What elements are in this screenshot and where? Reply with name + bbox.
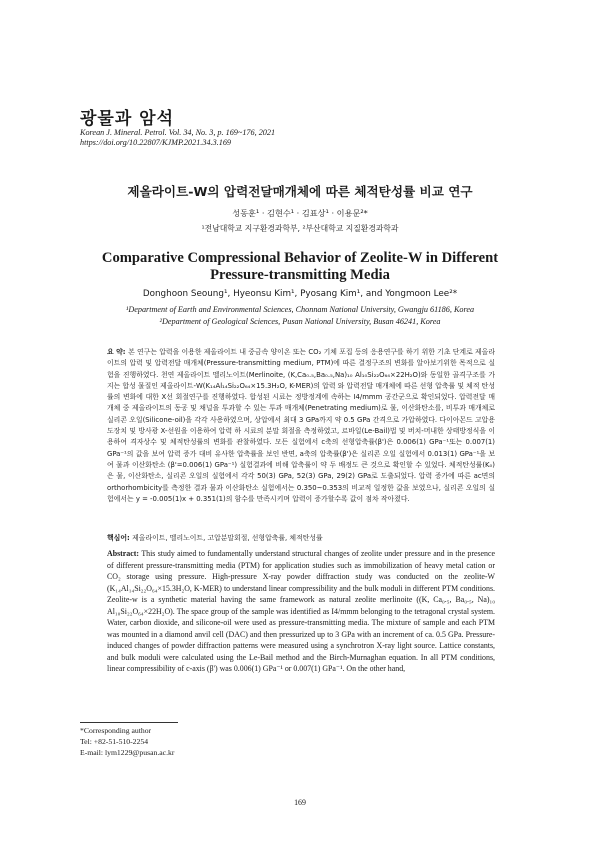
title-line-1: Comparative Compressional Behavior of Zeolite-W in Different — [101, 250, 499, 266]
keywords-label: 핵심어: — [107, 534, 133, 542]
authors-korean: 성동훈¹ · 김현수¹ · 김표상¹ · 이용문²* — [232, 208, 368, 218]
title-line-2: Pressure-transmitting Media — [210, 267, 390, 283]
citation: Korean J. Mineral. Petrol. Vol. 34, No. 3, p. 169~176, 2021 — [80, 128, 276, 137]
corresponding-author-note: *Corresponding author — [80, 726, 152, 735]
journal-title: 광물과 암석 — [80, 109, 175, 129]
abstract-english — [107, 548, 495, 675]
affiliation-english-2: ²Department of Geological Sciences, Pusan National University, Busan 46241, Korea — [159, 317, 441, 326]
affiliation-english-1: ¹Department of Earth and Environmental Sciences, Chonnam National University, Gwangju 61186, Korea — [125, 305, 475, 314]
authors-english: Donghoon Seoung¹, Hyeonsu Kim¹, Pyosang Kim¹, and Yongmoon Lee²* — [142, 289, 458, 299]
email-note[interactable]: E-mail: lym1229@pusan.ac.kr — [80, 748, 175, 757]
doi-link[interactable]: https://doi.org/10.22807/KJMP.2021.34.3.169 — [80, 138, 232, 147]
abstract-korean-text: 본 연구는 압력을 이용한 제올라이트 내 중금속 양이온 또는 CO₂ 기체 포집 등의 응용연구를 하기 위한 기초 단계로 제올라이트의 압력 및 압력전달 매개체(Pressure-transmitting medium, PTM)에 따른 결정구조의 변화를 알아보기위한 목적으로 실험을 진행하였다. 천연 제올라이트 멜리노이트(Merlinoite, (K,Ca₀.₅,Ba₀.₅,Na)₁₀ Al₁₀Si₂₂O₆₄×22H₂O)와 동일한 골격구조를 가지는 합성 물질인 제올라이트-W(K₁₄Al₁₄Si₂₂O₆₄×15.3H₂O, K-MER)의 압력 와 압력전달 매개체에 따른 선형 압축률 및 체적 탄성률의 변화에 대한 X선 회절연구를 진행하였다. 합성된 시료는 정방정계에 속하는 I4/mmm 공간군으로 확인되었다. 압력전달 매개체 중 제올라이트의 동공 및 채널을 투과할 수 있는 투과 매개체(Penetrating medium)로 물, 이산화탄소를, 비투과 매개체로 실리콘 오일(Silicone-oil)을 각각 사용하였으며, 상압에서 최대 3 GPa까지 약 0.5 GPa 간격으로 가압하였다. 다이아몬드 고압용도장치 및 방사광 X-선원을 이용하여 압력 하 시료의 분말 회절을 측정하였고, 르바일(Le-Bail)법 및 버치-머내한 상태방정식을 이용하여 격자상수 및 체적탄성률의 변화를 관찰하였다. 모든 실험에서 c축의 선형압축률(β')은 0.006(1) GPa⁻¹또는 0.007(1) GPa⁻¹의 값을 보여 압력 증가 대비 유사한 압축률을 보인 반면, a축의 압축률(β')은 실리콘 오일 실험에서 0.013(1) GPa⁻¹을 보여 물과 이산화탄소 (β'=0.006(1) GPa⁻¹) 실험결과에 비해 압축률이 약 두 배정도 큰 것으로 확인할 수 있었다. 체적탄성률(K₀)은 물, 이산화탄소, 실리콘 오일의 실험에서 각각 50(3) GPa, 52(3) GPa, 29(2) GPa로 도출되었다. 압력 증가에 따른 ac면의 orthorhombicity를 측정한 결과 물과 이산화탄소 실험에서는 0.350~0.353의 비교적 일정한 값을 보였으나, 실리콘 오일의 실험에서는 y = -0.005(1)x + 0.351(1)의 함수를 만족시키며 압력이 증가할수록 값이 점차 작아졌다. — [107, 348, 495, 503]
footnote-divider — [80, 722, 178, 723]
paper-title-english — [80, 250, 520, 284]
abstract-korean-label: 요 약: — [107, 348, 129, 356]
keywords-text: 제올라이트, 멜리노이트, 고압분말회절, 선형압축률, 체적탄성률 — [132, 534, 323, 542]
abstract-korean — [107, 347, 495, 505]
affiliation-korean: ¹전남대학교 지구환경과학부, ²부산대학교 지질환경과학과 — [201, 224, 399, 233]
abstract-english-label: Abstract: — [107, 549, 142, 558]
paper-title-korean: 제올라이트-W의 압력전달매개체에 따른 체적탄성률 비교 연구 — [127, 184, 473, 199]
page-number: 169 — [294, 798, 306, 807]
abstract-english-text: This study aimed to fundamentally understand structural changes of zeolite under pressure and in the presence of different pressure-transmitting media (PTM) for application studies such as immobilization of heavy metal cation or CO₂ storage using pressure. High-pressure X-ray powder diffraction study was conducted on the zeolite-W (K₁₄Al₁₄Si₂₂O₆₄×15.3H₂O, K-MER) to understand linear compressibility and the bulk moduli in different PTM conditions. Zeolite-w is a synthetic material having the same framework as natural zeolite merlinoite ((K, Ca₀.₅, Ba₀.₅, Na)₁₀ Al₁₀Si₂₂O₆₄×22H₂O). The space group of the sample was identified as I4/mmm belonging to the tetragonal crystal system. Water, carbon dioxide, and silicone-oil were used as pressure-transmitting media. The mixture of sample and each PTM was mounted in a diamond anvil cell (DAC) and then pressurized up to 3 GPa with an increment of ca. 0.5 GPa. Pressure-induced changes of powder diffraction patterns were measured using a synchrotron X-ray light source. Lattice constants, and bulk moduli were calculated using the Le-Bail method and the Birch-Murnaghan equation. In all PTM conditions, linear compressibility of c-axis (β') was 0.006(1) GPa⁻¹ or 0.007(1) GPa⁻¹. On the other hand, — [107, 549, 496, 673]
telephone-note: Tel: +82-51-510-2254 — [80, 737, 149, 746]
keywords-korean — [107, 532, 495, 542]
footnotes — [80, 725, 174, 758]
